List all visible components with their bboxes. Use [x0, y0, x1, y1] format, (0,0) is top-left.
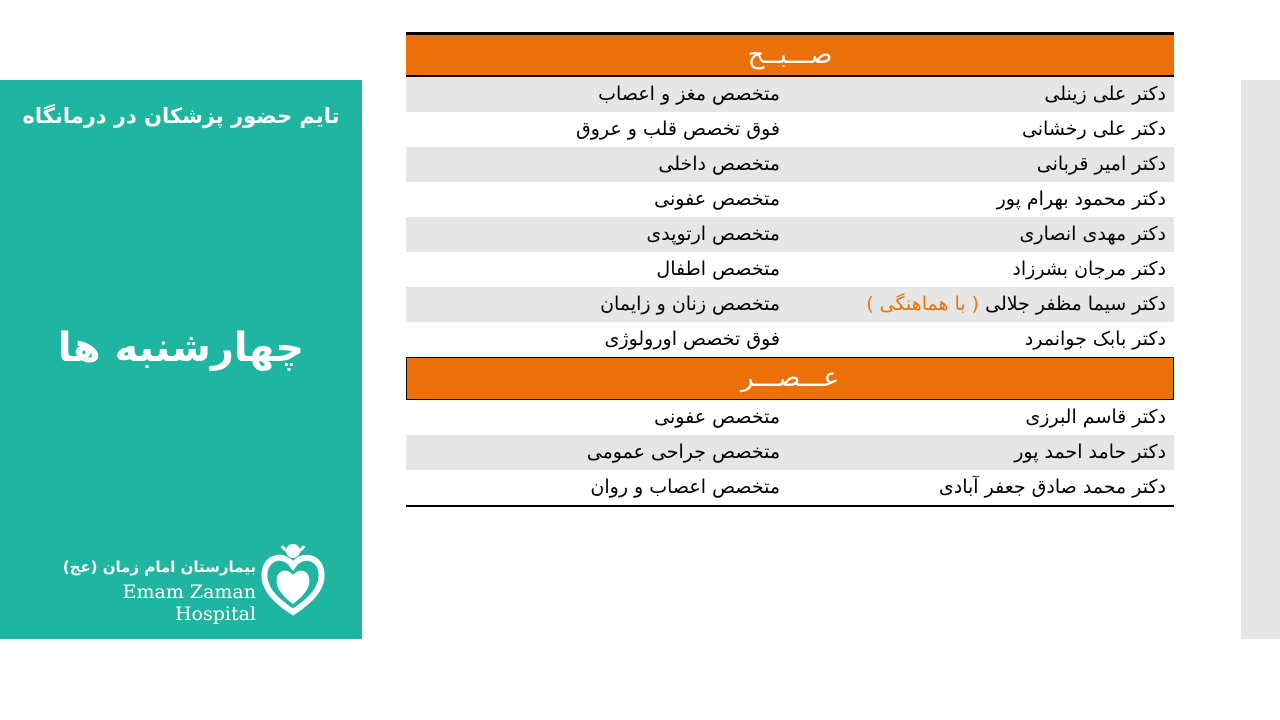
- doctor-name: دکتر حامد احمد پور: [1014, 441, 1166, 463]
- morning-header: صـــبــح: [406, 32, 1174, 77]
- table-row: [406, 400, 1174, 435]
- evening-header: عـــصـــر: [406, 357, 1174, 400]
- doctor-specialty: متخصص ارتوپدی: [646, 223, 780, 245]
- doctor-specialty: متخصص زنان و زایمان: [600, 293, 780, 315]
- logo-english-text: Emam Zaman Hospital: [122, 581, 256, 625]
- hospital-heart-icon: [260, 542, 326, 616]
- doctor-name: دکتر سیما مظفر جلالی: [985, 293, 1166, 315]
- doctor-name: دکتر مرجان بشرزاد: [1012, 258, 1166, 280]
- table-row: [406, 322, 1174, 357]
- doctor-name: دکتر محمد صادق جعفر آبادی: [938, 476, 1166, 498]
- doctor-name: دکتر مهدی انصاری: [1019, 223, 1166, 245]
- logo-persian-text: بیمارستان امام زمان (عج): [62, 558, 256, 576]
- table-row: [406, 470, 1174, 505]
- doctor-specialty: متخصص عفونی: [654, 188, 780, 210]
- table-row: [406, 252, 1174, 287]
- doctor-specialty: متخصص اعصاب و روان: [590, 476, 780, 498]
- evening-rows: [406, 400, 1174, 505]
- schedule-table: [406, 32, 1174, 507]
- doctor-specialty: متخصص عفونی: [654, 406, 780, 428]
- doctor-name: دکتر قاسم البرزی: [1025, 406, 1166, 428]
- doctor-specialty: متخصص داخلی: [658, 153, 780, 175]
- doctor-name: دکتر علی زینلی: [1044, 83, 1166, 105]
- right-side-bar: [1241, 80, 1280, 639]
- morning-rows: [406, 77, 1174, 357]
- doctor-specialty: متخصص اطفال: [656, 258, 780, 280]
- panel-title: تایم حضور پزشکان در درمانگاه: [22, 104, 340, 128]
- table-row: [406, 77, 1174, 112]
- doctor-name: دکتر امیر قربانی: [1036, 153, 1166, 175]
- doctor-specialty: متخصص مغز و اعصاب: [598, 83, 780, 105]
- doctor-name: دکتر بابک جوانمرد: [1024, 328, 1166, 350]
- hospital-logo: [55, 540, 330, 625]
- table-row: [406, 147, 1174, 182]
- doctor-name: دکتر علی رخشانی: [1021, 118, 1166, 140]
- table-row: [406, 287, 1174, 322]
- doctor-name-cell: [790, 287, 1174, 322]
- left-panel: [0, 80, 362, 639]
- doctor-name: دکتر محمود بهرام پور: [996, 188, 1166, 210]
- doctor-specialty: متخصص جراحی عمومی: [586, 441, 780, 463]
- coordination-note: ( با هماهنگی ): [866, 293, 980, 315]
- table-row: [406, 217, 1174, 252]
- table-row: [406, 182, 1174, 217]
- table-row: [406, 112, 1174, 147]
- table-bottom-rule: [406, 505, 1174, 507]
- doctor-specialty: فوق تخصص اورولوژی: [604, 328, 780, 350]
- day-title: چهارشنبه ها: [57, 325, 305, 371]
- table-row: [406, 435, 1174, 470]
- doctor-specialty: فوق تخصص قلب و عروق: [575, 118, 780, 140]
